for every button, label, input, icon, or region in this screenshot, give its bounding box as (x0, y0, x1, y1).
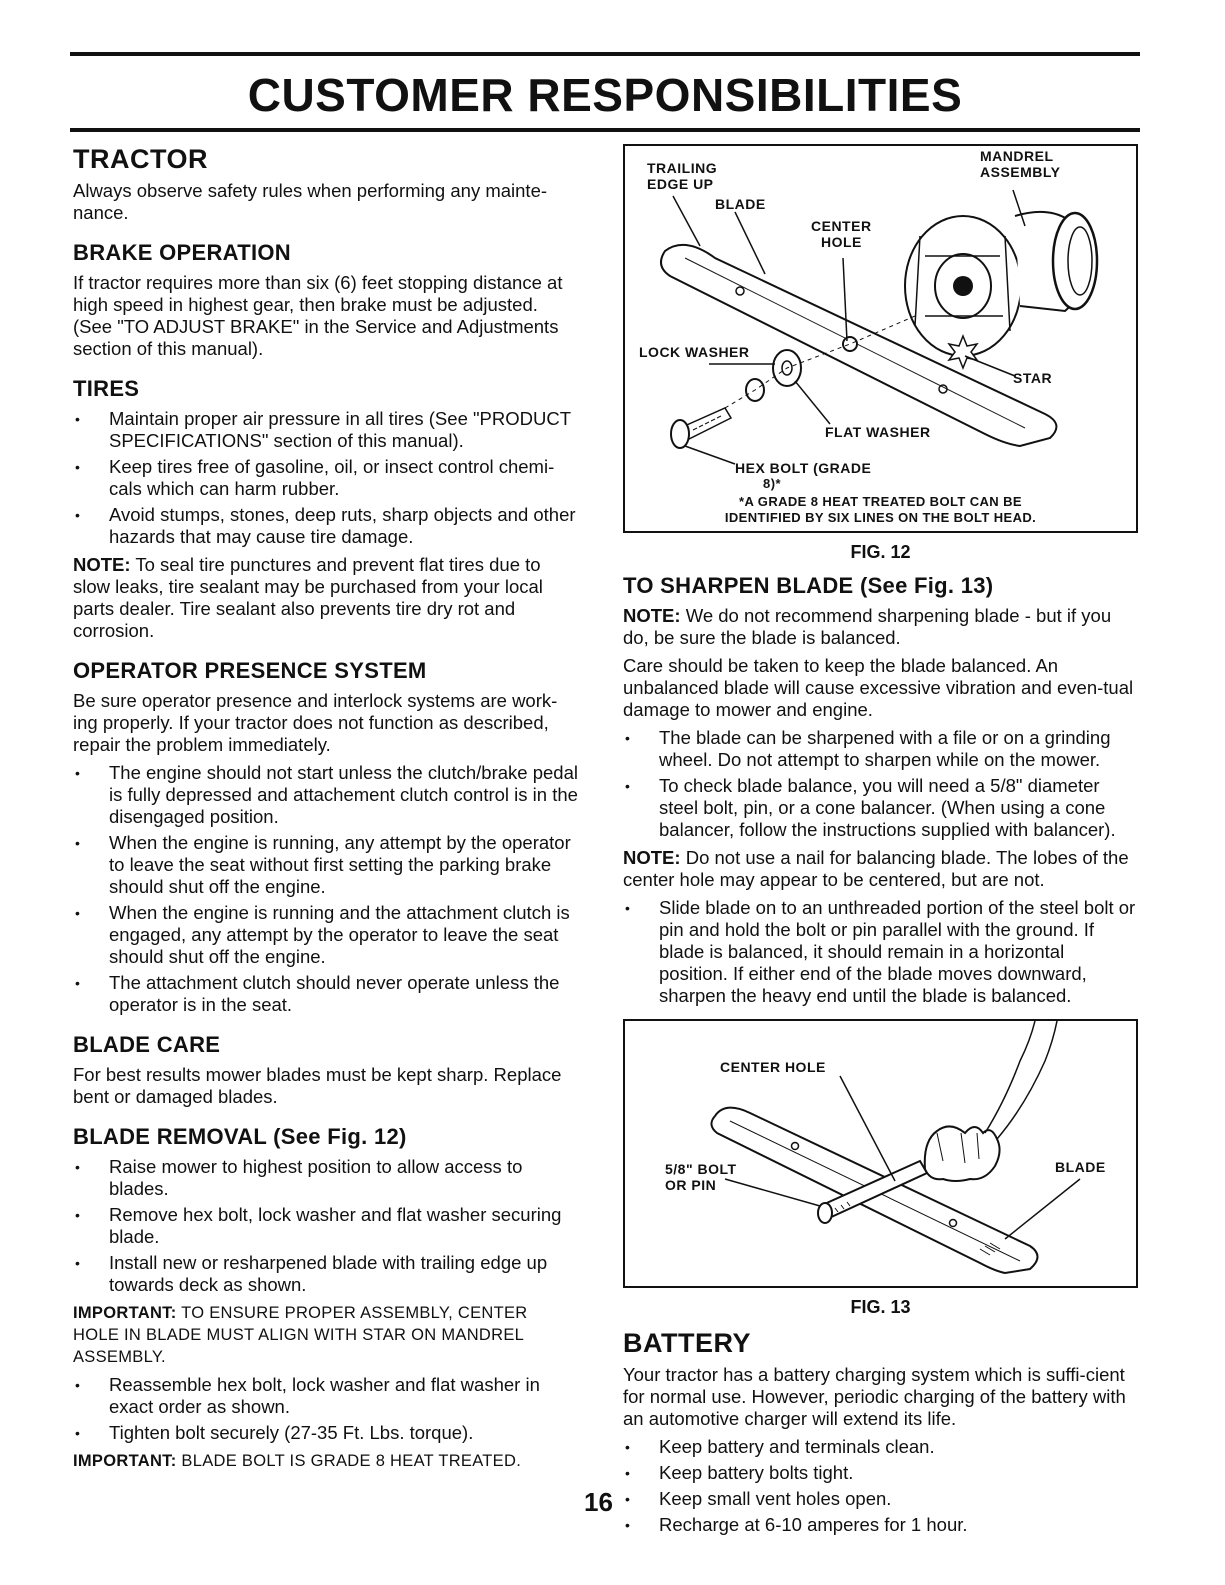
list-item: • Reassemble hex bolt, lock washer and flat washer in exact order as shown. (73, 1374, 578, 1418)
label-hex-bolt: HEX BOLT (GRADE (735, 460, 872, 476)
important-label: IMPORTANT: (73, 1452, 177, 1470)
right-column (623, 144, 1138, 1542)
label-star: STAR (1013, 370, 1053, 386)
tires-note (73, 554, 578, 642)
list-item: • The attachment clutch should never operate unless the operator is in the seat. (73, 972, 578, 1016)
blade-balance-illustration (625, 1021, 1136, 1286)
brake-operation-text: If tractor requires more than six (6) feet stopping distance at high speed in highest gear, then brake must be adjusted. (See "TO ADJUST BRAKE" in the Service and Adjustments section of this manual). (73, 272, 563, 359)
list-item: • Keep battery bolts tight. (623, 1462, 1138, 1484)
label-blade: BLADE (1055, 1159, 1106, 1175)
figure-13-caption: FIG. 13 (850, 1297, 911, 1317)
label-center: CENTER (811, 218, 872, 234)
label-center-hole: CENTER HOLE (720, 1059, 826, 1075)
note-label: NOTE: (73, 554, 131, 575)
title-rule (70, 128, 1140, 132)
important-text: TO ENSURE PROPER ASSEMBLY, CENTER HOLE IN BLADE MUST ALIGN WITH STAR ON MANDREL ASSEMBLY. (73, 1304, 528, 1366)
blade-care-heading: BLADE CARE (73, 1032, 221, 1057)
top-rule (70, 52, 1140, 56)
label-blade: BLADE (715, 196, 766, 212)
list-item: • Keep small vent holes open. (623, 1488, 1138, 1510)
page-number: 16 (584, 1487, 613, 1517)
tractor-intro: Always observe safety rules when performing any mainte-nance. (73, 180, 548, 223)
label-bolt: 5/8" BOLT (665, 1161, 737, 1177)
blade-removal-list-2 (73, 1374, 578, 1444)
list-item: • Keep tires free of gasoline, oil, or insect control chemi-cals which can harm rubber. (73, 456, 578, 500)
operator-presence-heading: OPERATOR PRESENCE SYSTEM (73, 658, 427, 683)
blade-removal-list (73, 1156, 578, 1296)
list-item: • Remove hex bolt, lock washer and flat washer securing blade. (73, 1204, 578, 1248)
operator-presence-intro: Be sure operator presence and interlock systems are work-ing properly. If your tractor does not function as described, repair the problem immediately. (73, 690, 558, 755)
label-grade: 8)* (763, 476, 782, 491)
blade-removal-heading: BLADE REMOVAL (See Fig. 12) (73, 1124, 407, 1149)
left-column (73, 138, 578, 1478)
list-item: • To check blade balance, you will need a 5/8" diameter steel bolt, pin, or a cone balancer. (When using a cone balancer, follow the instructions supplied with balancer). (623, 775, 1138, 841)
list-item: • Slide blade on to an unthreaded portion of the steel bolt or pin and hold the bolt or pin parallel with the ground. If blade is balanced, it should remain in a horizontal position. If either end of the blade moves downward, sharpen the heavy end until the blade is balanced. (623, 897, 1138, 1007)
tires-list (73, 408, 578, 548)
list-item: • Install new or resharpened blade with trailing edge up towards deck as shown. (73, 1252, 578, 1296)
label-flat-washer: FLAT WASHER (825, 424, 931, 440)
footnote-line: *A GRADE 8 HEAT TREATED BOLT CAN BE (739, 494, 1022, 509)
tractor-heading: TRACTOR (73, 144, 208, 174)
figure-12-caption: FIG. 12 (850, 542, 911, 562)
label-or-pin: OR PIN (665, 1177, 717, 1193)
note-text: To seal tire punctures and prevent flat tires due to slow leaks, tire sealant may be purchased from your local parts dealer. Tire sealant also prevents tire dry rot and corrosion. (73, 554, 543, 641)
note-text: Do not use a nail for balancing blade. The lobes of the center hole may appear to be centered, but are not. (623, 847, 1129, 890)
list-item: • Avoid stumps, stones, deep ruts, sharp objects and other hazards that may cause tire damage. (73, 504, 578, 548)
note-label: NOTE: (623, 605, 681, 626)
list-item: • When the engine is running and the attachment clutch is engaged, any attempt by the operator to leave the seat should shut off the engine. (73, 902, 578, 968)
sharpen-list (623, 727, 1138, 841)
label-hole: HOLE (821, 234, 862, 250)
sharpen-blade-heading: TO SHARPEN BLADE (See Fig. 13) (623, 573, 994, 598)
list-item: • Tighten bolt securely (27-35 Ft. Lbs. torque). (73, 1422, 578, 1444)
battery-list (623, 1436, 1138, 1536)
label-mandrel: MANDREL (980, 148, 1054, 164)
label-edge-up: EDGE UP (647, 176, 714, 192)
list-item: • Raise mower to highest position to allow access to blades. (73, 1156, 578, 1200)
brake-operation-heading: BRAKE OPERATION (73, 240, 291, 265)
label-lock-washer: LOCK WASHER (639, 344, 750, 360)
blade-care-text: For best results mower blades must be kept sharp. Replace bent or damaged blades. (73, 1064, 562, 1107)
operator-presence-list (73, 762, 578, 1016)
sharpen-note-1 (623, 605, 1138, 649)
important-label: IMPORTANT: (73, 1304, 177, 1322)
list-item: • Recharge at 6-10 amperes for 1 hour. (623, 1514, 1138, 1536)
figure-12 (623, 144, 1138, 533)
important-text: BLADE BOLT IS GRADE 8 HEAT TREATED. (181, 1452, 522, 1470)
footnote-line: IDENTIFIED BY SIX LINES ON THE BOLT HEAD. (724, 510, 1037, 525)
figure-12-footnote (625, 494, 1136, 526)
battery-text: Your tractor has a battery charging system which is suffi-cient for normal use. However, periodic charging of the battery with an automotive charger will extend its life. (623, 1364, 1126, 1429)
label-assembly: ASSEMBLY (980, 164, 1061, 180)
label-trailing: TRAILING (647, 160, 718, 176)
tires-heading: TIRES (73, 376, 140, 401)
list-item: • Keep battery and terminals clean. (623, 1436, 1138, 1458)
sharpen-text: Care should be taken to keep the blade balanced. An unbalanced blade will cause excessive vibration and even-tual damage to mower and engine. (623, 655, 1134, 720)
page-title: CUSTOMER RESPONSIBILITIES (247, 69, 963, 121)
battery-heading: BATTERY (623, 1328, 751, 1358)
note-text: We do not recommend sharpening blade - but if you do, be sure the blade is balanced. (623, 605, 1112, 648)
list-item: • Maintain proper air pressure in all tires (See "PRODUCT SPECIFICATIONS" section of this manual). (73, 408, 578, 452)
list-item: • When the engine is running, any attempt by the operator to leave the seat without first setting the parking brake should shut off the engine. (73, 832, 578, 898)
sharpen-list-2 (623, 897, 1138, 1007)
figure-13 (623, 1019, 1138, 1288)
sharpen-note-2 (623, 847, 1138, 891)
note-label: NOTE: (623, 847, 681, 868)
important-note-2 (73, 1450, 578, 1472)
list-item: • The engine should not start unless the clutch/brake pedal is fully depressed and attachement clutch control is in the disengaged position. (73, 762, 578, 828)
list-item: • The blade can be sharpened with a file or on a grinding wheel. Do not attempt to sharpen while on the mower. (623, 727, 1138, 771)
important-note-1 (73, 1302, 578, 1368)
